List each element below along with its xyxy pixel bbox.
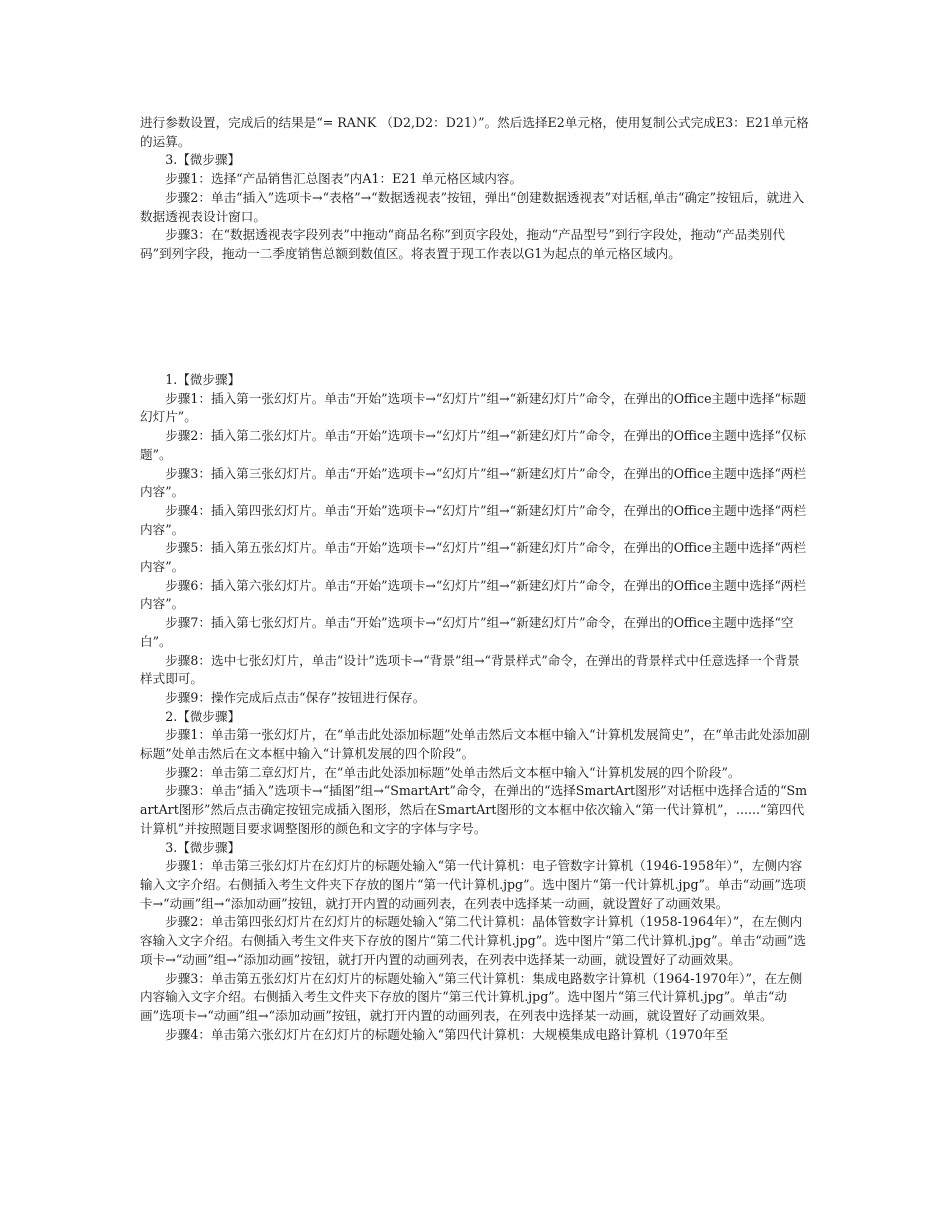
- step-paragraph: 步骤1：选择“产品销售汇总图表”内A1：E21 单元格区域内容。: [165, 171, 523, 187]
- step-paragraph: 步骤4：插入第四张幻灯片。单击“开始”选项卡→“幻灯片”组→“新建幻灯片”命令，在弹出的Office主题中选择“两栏内容”。: [140, 502, 807, 537]
- step-paragraph: 步骤4：单击第六张幻灯片在幻灯片的标题处输入“第四代计算机：大规模集成电路计算机（1970年至: [165, 1026, 729, 1042]
- step-paragraph: 步骤1：插入第一张幻灯片。单击“开始”选项卡→“幻灯片”组→“新建幻灯片”命令，在弹出的Office主题中选择“标题幻灯片”。: [140, 390, 807, 425]
- step-paragraph: 步骤2：单击第四张幻灯片在幻灯片的标题处输入“第二代计算机：晶体管数字计算机（1958-1964年）”，在左侧内容输入文字介绍。右侧插入考生文件夹下存放的图片“第二代计算机.jpg”。选中图片“第二代计算机.jpg”。单击“动画”选项卡→“动画”组→“添加动画”按钮，就打开内置的动画列表，在列表中选择某一动画，就设置好了动画效果。: [140, 914, 807, 967]
- continuation-paragraph: 进行参数设置，完成后的结果是“= RANK （D2,D2：D21）”。然后选择E2单元格，使用复制公式完成E3：E21单元格的运算。: [140, 115, 809, 149]
- step-paragraph: 步骤3：在“数据透视表字段列表”中拖动“商品名称”到页字段处，拖动“产品型号”到行字段处，拖动“产品类别代码”到列字段，拖动一二季度销售总额到数值区。将表置于现工作表以G1为起点的单元格区域内。: [140, 227, 785, 261]
- step-paragraph: 步骤7：插入第七张幻灯片。单击“开始”选项卡→“幻灯片”组→“新建幻灯片”命令，在弹出的Office主题中选择“空白”。: [140, 615, 794, 649]
- section-heading: 2.【微步骤】: [165, 708, 241, 724]
- step-paragraph: 步骤1：单击第三张幻灯片在幻灯片的标题处输入“第一代计算机：电子管数字计算机（1946-1958年）”，左侧内容输入文字介绍。右侧插入考生文件夹下存放的图片“第一代计算机.jpg”。选中图片“第一代计算机.jpg”。单击“动画”选项卡→“动画”组→“添加动画”按钮，就打开内置的动画列表，在列表中选择某一动画，就设置好了动画效果。: [140, 858, 807, 911]
- step-paragraph: 步骤6：插入第六张幻灯片。单击“开始”选项卡→“幻灯片”组→“新建幻灯片”命令，在弹出的Office主题中选择“两栏内容”。: [140, 577, 807, 612]
- section-heading: 1.【微步骤】: [165, 372, 241, 387]
- step-paragraph: 步骤2：插入第二张幻灯片。单击“开始”选项卡→“幻灯片”组→“新建幻灯片”命令，在弹出的Office主题中选择“仅标题”。: [140, 428, 807, 462]
- excel-steps-section: [140, 114, 812, 264]
- step-paragraph: 步骤8：选中七张幻灯片，单击“设计”选项卡→“背景”组→“背景样式”命令，在弹出的背景样式中任意选择一个背景样式即可。: [140, 652, 800, 687]
- step-paragraph: 步骤3：插入第三张幻灯片。单击“开始”选项卡→“幻灯片”组→“新建幻灯片”命令，在弹出的Office主题中选择“两栏内容”。: [140, 465, 807, 500]
- step-paragraph: 步骤3：单击第五张幻灯片在幻灯片的标题处输入“第三代计算机：集成电路数字计算机（1964-1970年）”，在左侧内容输入文字介绍。右侧插入考生文件夹下存放的图片“第三代计算机.jpg”。选中图片“第三代计算机.jpg”。单击“动画”选项卡→“动画”组→“添加动画”按钮，就打开内置的动画列表，在列表中选择某一动画，就设置好了动画效果。: [140, 970, 803, 1023]
- step-paragraph: 步骤9：操作完成后点击“保存”按钮进行保存。: [165, 689, 426, 705]
- step-paragraph: 步骤5：插入第五张幻灯片。单击“开始”选项卡→“幻灯片”组→“新建幻灯片”命令，在弹出的Office主题中选择“两栏内容”。: [140, 540, 807, 575]
- step-paragraph: 步骤3：单击“插入”选项卡→“插图”组→“SmartArt”命令，在弹出的“选择SmartArt图形”对话框中选择合适的“SmartArt图形”然后点击确定按钮完成插入图形，然后在SmartArt图形的文本框中依次输入“第一代计算机”，......“第四代计算机”并按照题目要求调整图形的颜色和文字的字体与字号。: [140, 783, 808, 836]
- step-paragraph: 步骤2：单击第二章幻灯片，在“单击此处添加标题”处单击然后文本框中输入“计算机发展的四个阶段”。: [165, 764, 741, 780]
- step-paragraph: 步骤2：单击“插入”选项卡→“表格”→“数据透视表”按钮，弹出“创建数据透视表”对话框,单击“确定”按钮后，就进入数据透视表设计窗口。: [140, 189, 805, 224]
- step-paragraph: 步骤1：单击第一张幻灯片，在“单击此处添加标题”处单击然后文本框中输入“计算机发展简史”，在“单击此处添加副标题”处单击然后在文本框中输入“计算机发展的四个阶段”。: [140, 727, 810, 762]
- ppt-steps-section: [140, 371, 812, 1044]
- section-heading: 3.【微步骤】: [165, 839, 241, 855]
- section-heading: 3.【微步骤】: [165, 152, 241, 168]
